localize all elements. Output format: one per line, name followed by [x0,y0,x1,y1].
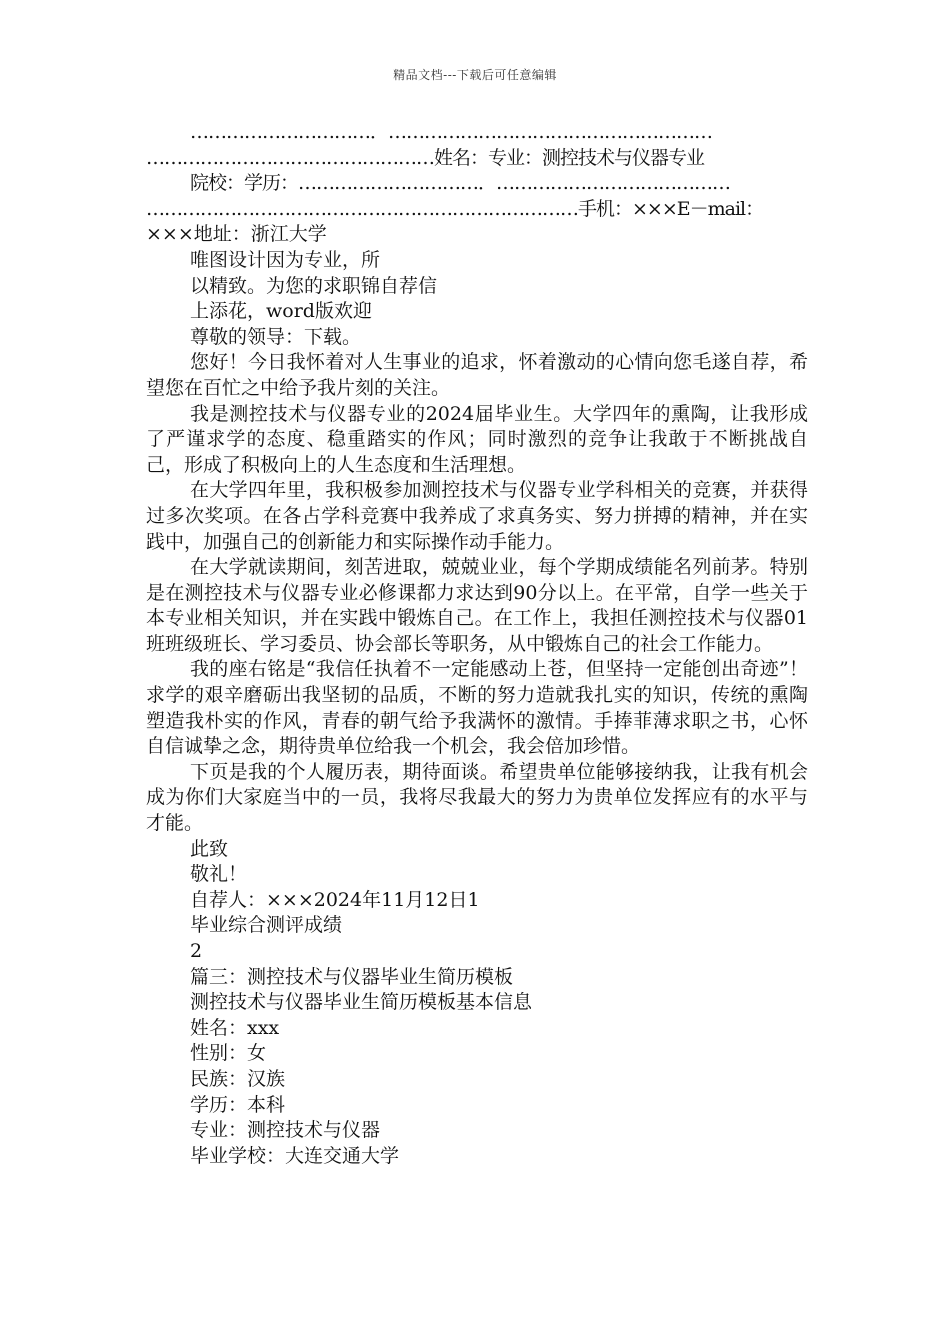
score-heading: 毕业综合测评成绩 [190,914,343,937]
info-line-5: ×××地址：浙江大学 [146,223,327,246]
paragraph-competitions: 在大学四年里，我积极参加测控技术与仪器专业学科相关的竞赛，并获得过多次奖项。在各占学科竞赛中我养成了求真务实、努力拼搏的精神，并在实践中，加强自己的创新能力和实际操作动手能力。 [146,479,808,553]
resume-name: 姓名：xxx [190,1016,280,1039]
info-line-1: …………………………．……………………………………………… [190,121,713,143]
document-body [146,120,808,1169]
info-line-4: ………………………………………………………………手机：×××E－mail： [146,197,764,220]
info-line-2: …………………………………………姓名：专业：测控技术与仪器专业 [146,146,705,169]
resume-degree: 学历：本科 [190,1093,286,1116]
closing-line-1: 此致 [190,837,229,860]
closing-line-2: 敬礼！ [190,863,248,886]
salutation: 尊敬的领导：下载。 [190,325,362,348]
paragraph-intro: 我是测控技术与仪器专业的2024届毕业生。大学四年的熏陶，让我形成了严谨求学的态度、稳重踏实的作风；同时激烈的竞争让我敢于不断挑战自己，形成了积极向上的人生态度和生活理想。 [146,402,808,476]
page-header-note: 精品文档---下载后可任意编辑 [393,68,557,82]
short-line-2: 以精致。为您的求职锦自荐信 [190,274,438,297]
resume-ethnicity: 民族：汉族 [190,1067,286,1090]
resume-school: 毕业学校：大连交通大学 [190,1144,400,1167]
page-number: 2 [190,940,203,962]
resume-gender: 性别：女 [190,1042,267,1065]
signature-line: 自荐人：×××2024年11月12日1 [190,888,480,911]
short-line-3: 上添花，word版欢迎 [190,300,372,323]
paragraph-studies: 在大学就读期间，刻苦进取，兢兢业业，每个学期成绩能名列前茅。特别是在测控技术与仪器专业必修课都力求达到90分以上。在平常，自学一些关于本专业相关知识，并在实践中锻炼自己。在工作上，我担任测控技术与仪器01班班级班长、学习委员、协会部长等职务，从中锻炼自己的社会工作能力。 [146,556,808,655]
section-title: 篇三：测控技术与仪器毕业生简历模板 [190,965,514,988]
paragraph-closing: 下页是我的个人履历表，期待面谈。希望贵单位能够接纳我，让我有机会成为你们大家庭当中的一员，我将尽我最大的努力为贵单位发挥应有的水平与才能。 [146,760,808,835]
short-line-1: 唯图设计因为专业，所 [190,248,381,271]
resume-heading: 测控技术与仪器毕业生简历模板基本信息 [190,991,533,1014]
info-line-3: 院校：学历：…………………………．………………………………… [190,172,731,195]
resume-major: 专业：测控技术与仪器 [190,1119,381,1142]
paragraph-motto: 我的座右铭是“我信任执着不一定能感动上苍，但坚持一定能创出奇迹”！求学的艰辛磨砺出我坚韧的品质，不断的努力造就我扎实的知识，传统的熏陶塑造我朴实的作风，青春的朝气给予我满怀的激情。手捧菲薄求职之书，心怀自信诚挚之念，期待贵单位给我一个机会，我会倍加珍惜。 [146,658,808,758]
paragraph-greeting: 您好！今日我怀着对人生事业的追求，怀着激动的心情向您毛遂自荐，希望您在百忙之中给予我片刻的关注。 [146,351,808,399]
